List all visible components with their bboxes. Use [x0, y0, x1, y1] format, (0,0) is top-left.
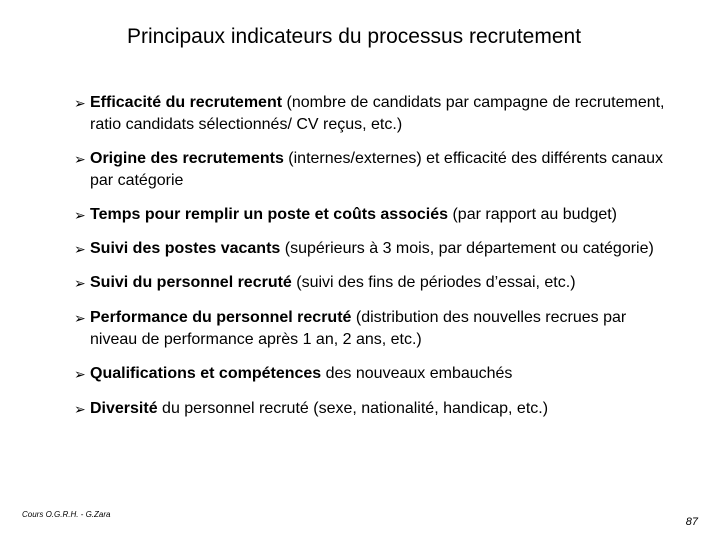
- bullet-item-performance: [74, 307, 674, 351]
- bullet-title: Qualifications et compétences: [90, 365, 322, 382]
- page-number: 87: [685, 516, 698, 528]
- bullet-item-efficacite: [74, 92, 674, 136]
- bullet-item-qualifications: [74, 363, 674, 385]
- bullet-item-temps: [74, 204, 674, 226]
- arrow-bullet-icon: ➢: [74, 275, 86, 291]
- bullet-item-origine: [74, 148, 674, 192]
- bullet-item-postes-vacants: [74, 238, 674, 260]
- arrow-bullet-icon: ➢: [74, 310, 86, 326]
- bullet-text: (internes/externes) et efficacité des différents canaux par catégorie: [90, 150, 664, 189]
- arrow-bullet-icon: ➢: [74, 207, 86, 223]
- bullet-text: (distribution des nouvelles recrues par niveau de performance après 1 an, 2 ans, etc.): [90, 309, 627, 348]
- bullet-title: Suivi du personnel recruté: [90, 274, 292, 291]
- bullet-text: du personnel recruté (sexe, nationalité, handicap, etc.): [157, 400, 549, 417]
- bullet-title: Temps pour remplir un poste et coûts associés: [90, 206, 449, 223]
- bullet-text: (par rapport au budget): [448, 206, 618, 223]
- bullet-item-suivi-personnel: [74, 272, 674, 294]
- bullet-text: (supérieurs à 3 mois, par département ou catégorie): [280, 240, 654, 257]
- bullet-title: Efficacité du recrutement: [90, 94, 283, 111]
- arrow-bullet-icon: ➢: [74, 366, 86, 382]
- indicator-list: [74, 92, 674, 433]
- arrow-bullet-icon: ➢: [74, 151, 86, 167]
- footer-course-credit: Cours O.G.R.H. - G.Zara: [22, 510, 111, 519]
- arrow-bullet-icon: ➢: [74, 95, 86, 111]
- bullet-text: des nouveaux embauchés: [321, 365, 513, 382]
- bullet-title: Diversité: [90, 400, 158, 417]
- bullet-title: Origine des recrutements: [90, 150, 284, 167]
- slide-title: Principaux indicateurs du processus recrutement: [126, 25, 582, 48]
- bullet-title: Performance du personnel recruté: [90, 309, 352, 326]
- bullet-text: (suivi des fins de périodes d’essai, etc.): [291, 274, 576, 291]
- bullet-text: (nombre de candidats par campagne de recrutement, ratio candidats sélectionnés/ CV reçus, etc.): [90, 94, 665, 133]
- arrow-bullet-icon: ➢: [74, 401, 86, 417]
- arrow-bullet-icon: ➢: [74, 241, 86, 257]
- bullet-title: Suivi des postes vacants: [90, 240, 281, 257]
- bullet-item-diversite: [74, 398, 674, 420]
